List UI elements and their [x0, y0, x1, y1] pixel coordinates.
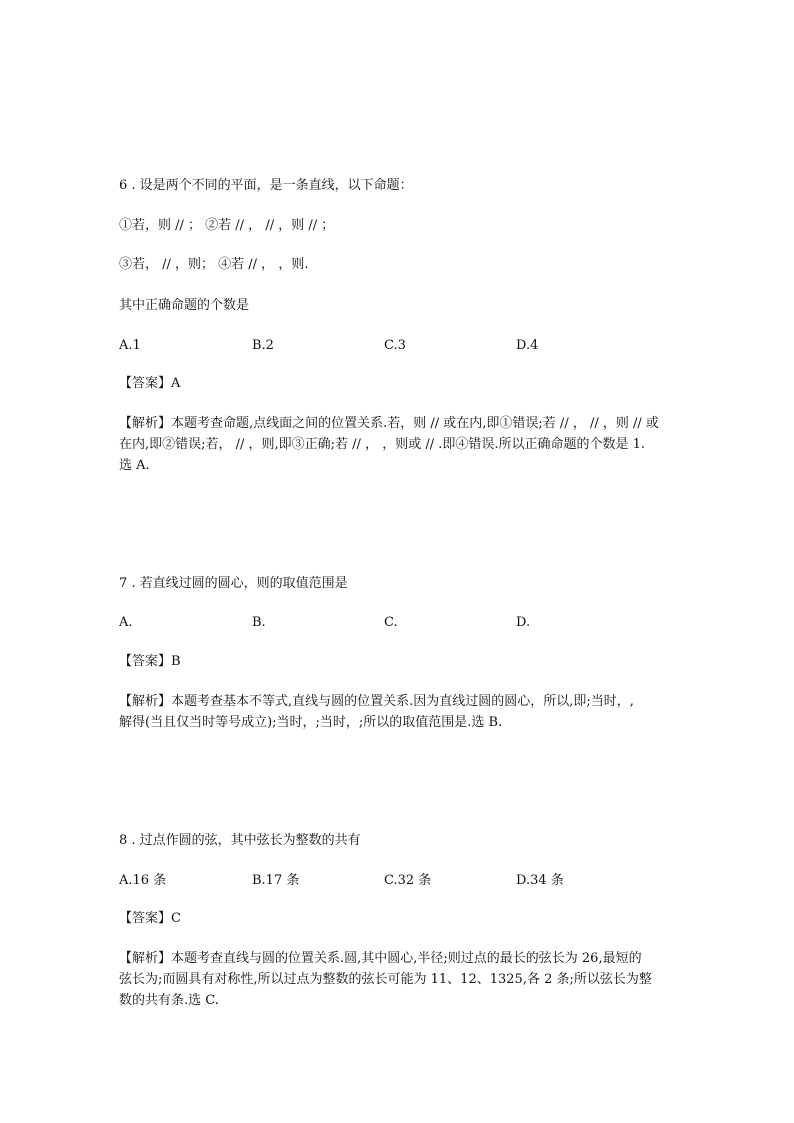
q8-stem: 8 . 过点作圆的弦，其中弦长为整数的共有 [119, 833, 361, 848]
q7-option-d: D. [516, 615, 531, 630]
q8-analysis-line: 弦长为;而圆具有对称性,所以过点为整数的弦长可能为 11、12、1325,各 2 条;所以弦长为整 [119, 972, 652, 987]
q6-analysis [119, 413, 679, 476]
q8-option-c: C.32 条 [384, 873, 432, 888]
q7-option-a: A. [119, 615, 133, 630]
q8-analysis-line: 数的共有条.选 C. [119, 993, 219, 1008]
q6-option-d: D.4 [516, 338, 539, 353]
q8-option-a: A.16 条 [119, 873, 167, 888]
q6-analysis-line: 【解析】本题考查命题,点线面之间的位置关系.若，则 // 或在内,即①错误;若 // ， // ，则 // 或 [119, 416, 659, 431]
q6-stem: 6 . 设是两个不同的平面，是一条直线，以下命题： [119, 178, 413, 193]
q7-option-c: C. [384, 615, 398, 630]
q8-answer: 【答案】C [119, 911, 181, 926]
q7-analysis-line: 解得(当且仅当时等号成立);当时，;当时，;所以的取值范围是.选 B. [119, 715, 503, 730]
q6-option-b: B.2 [252, 338, 274, 353]
q6-prompt: 其中正确命题的个数是 [119, 298, 250, 313]
q6-answer: 【答案】A [119, 376, 181, 391]
q6-analysis-line: 选 A. [119, 458, 150, 473]
q6-statements-1: ①若，则 // ； ②若 // ， // ，则 // ； [119, 218, 335, 233]
q8-analysis-line: 【解析】本题考查直线与圆的位置关系.圆,其中圆心,半径;则过点的最长的弦长为 26,最短的 [119, 951, 642, 966]
q6-analysis-line: 在内,即②错误;若， // ，则,即③正确;若 // ， ，则或 // .即④错误.所以正确命题的个数是 1. [119, 437, 646, 452]
q6-option-a: A.1 [119, 338, 141, 353]
q8-option-d: D.34 条 [516, 873, 564, 888]
q7-analysis [119, 691, 679, 733]
q8-option-b: B.17 条 [252, 873, 300, 888]
q6-statements-2: ③若， // ，则； ④若 // ， ，则. [119, 257, 309, 272]
q6-option-c: C.3 [384, 338, 406, 353]
q7-answer: 【答案】B [119, 654, 181, 669]
q8-analysis [119, 948, 679, 1011]
q7-stem: 7 . 若直线过圆的圆心，则的取值范围是 [119, 576, 348, 591]
q7-option-b: B. [252, 615, 266, 630]
q7-analysis-line: 【解析】本题考查基本不等式,直线与圆的位置关系.因为直线过圆的圆心，所以,即;当时，, [119, 694, 634, 709]
